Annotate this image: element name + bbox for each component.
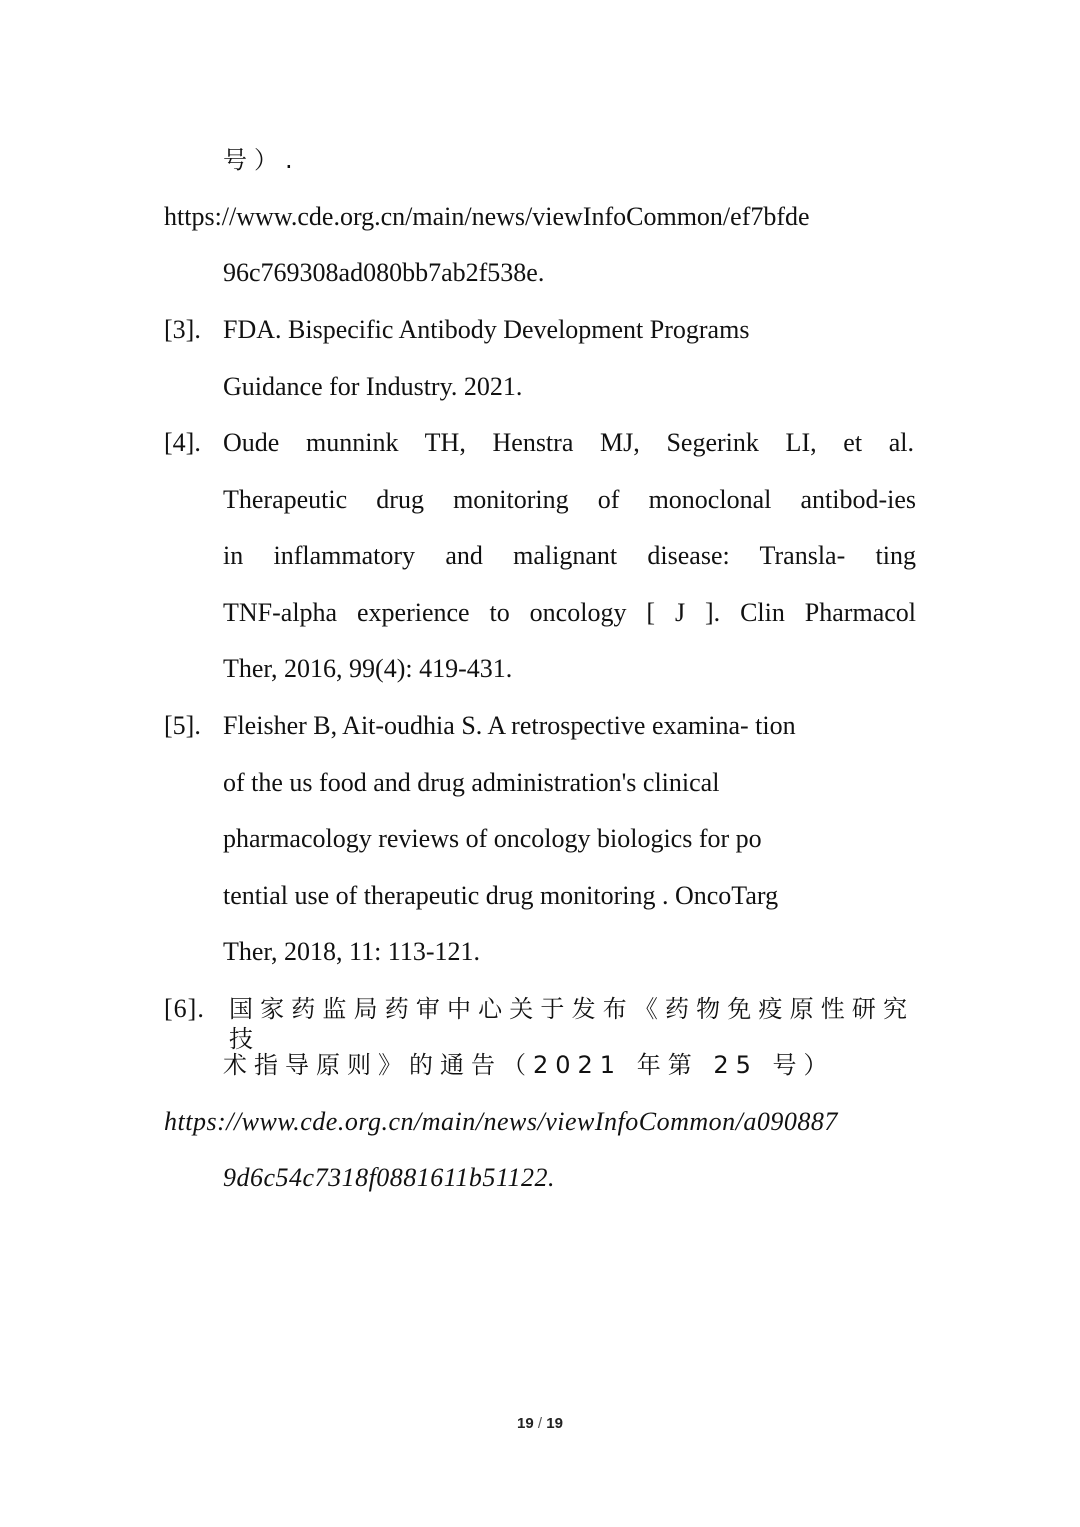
ref2-url-line-2[interactable]: 96c769308ad080bb7ab2f538e.	[223, 258, 545, 287]
ref5-line-3: pharmacology reviews of oncology biologics for po	[223, 824, 762, 853]
page-current: 19	[517, 1415, 534, 1432]
ref5-line-4: tential use of therapeutic drug monitoring . OncoTarg	[223, 881, 779, 910]
ref6-line-1: 国家药监局药审中心关于发布《药物免疫原性研究技	[229, 995, 914, 1053]
ref4-line-1: Oude munnink TH, Henstra MJ, Segerink LI, et al.	[223, 428, 914, 457]
ref3-line-1: FDA. Bispecific Antibody Development Programs	[223, 315, 750, 344]
ref5-line-2: of the us food and drug administration's clinical	[223, 768, 720, 797]
page-separator: /	[537, 1415, 543, 1432]
ref6-line-2: 术指导原则》的通告（2021 年第 25 号）	[223, 1051, 835, 1079]
ref4-label: [4].	[164, 428, 201, 457]
ref5-line-5: Ther, 2018, 11: 113-121.	[223, 937, 480, 966]
ref2-continuation: 号）.	[223, 146, 300, 174]
ref5-label: [5].	[164, 711, 201, 740]
ref6-url-line-1[interactable]: https://www.cde.org.cn/main/news/viewInfoCommon/a090887	[164, 1107, 838, 1136]
ref4-line-4: TNF-alpha experience to oncology [ J ]. Clin Pharmacol	[223, 598, 916, 627]
ref6-label: [6].	[164, 994, 205, 1023]
ref4-line-5: Ther, 2016, 99(4): 419-431.	[223, 654, 513, 683]
ref4-line-3: in inflammatory and malignant disease: Transla- ting	[223, 541, 916, 570]
ref3-label: [3].	[164, 315, 201, 344]
ref6-url-line-2[interactable]: 9d6c54c7318f0881611b51122.	[223, 1163, 555, 1192]
page-total: 19	[546, 1415, 563, 1432]
ref4-line-2: Therapeutic drug monitoring of monoclonal antibod-ies	[223, 485, 916, 514]
ref5-line-1: Fleisher B, Ait-oudhia S. A retrospective examina- tion	[223, 711, 796, 740]
ref3-line-2: Guidance for Industry. 2021.	[223, 372, 523, 401]
ref2-url-line-1[interactable]: https://www.cde.org.cn/main/news/viewInfoCommon/ef7bfde	[164, 202, 810, 231]
page-number	[0, 1415, 1080, 1432]
